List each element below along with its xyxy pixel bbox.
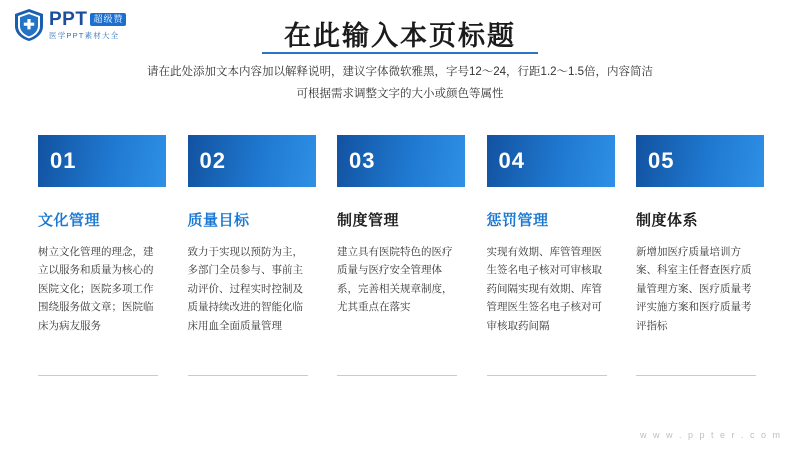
column-rule-05 [636,375,756,376]
column-rule-01 [38,375,158,376]
column-rule-03 [337,375,457,376]
number-badge-03 [337,135,465,187]
column-heading-01: 文化管理 [38,212,101,229]
column-05 [636,135,764,335]
content-columns [38,135,764,335]
column-01 [38,135,166,335]
column-number: 03 [349,148,376,173]
logo-badge: 超级赞 [90,13,126,26]
title-underline [262,52,538,54]
page-subtitle [0,62,800,106]
column-rule-02 [188,375,308,376]
number-badge-04 [487,135,615,187]
column-number: 01 [50,148,77,173]
column-body-05: 新增加医疗质量培训方案、科室主任督查医疗质量管理方案、医疗质量考评实施方案和医疗质量考评指标 [636,246,752,332]
number-badge-02 [188,135,316,187]
column-body-04: 实现有效期、库管管理医生签名电子核对可审核取药间隔实现有效期、库管管理医生签名电子核对可审核取药间隔 [486,246,602,332]
page-title: 在此输入本页标题 [284,21,516,51]
number-badge-05 [636,135,764,187]
column-heading-04: 惩罚管理 [486,212,549,229]
column-04 [487,135,615,335]
watermark: w w w . p p t e r . c o m [639,430,782,440]
column-number: 05 [648,148,675,173]
subtitle-line-1: 请在此处添加文本内容加以解释说明，建议字体微软雅黑，字号12～24，行距1.2～1.5倍，内容简洁 [146,66,654,78]
column-heading-03: 制度管理 [337,212,400,229]
column-body-03: 建立具有医院特色的医疗质量与医疗安全管理体系，完善相关规章制度，尤其重点在落实 [337,246,453,314]
column-body-02: 致力于实现以预防为主，多部门全员参与、事前主动评价、过程实时控制及质量持续改进的智能化临床用血全面质量管理 [187,246,303,332]
subtitle-line-2: 可根据需求调整文字的大小或颜色等属性 [296,87,504,100]
logo-tagline: 医学PPT素材大全 [49,31,120,41]
column-heading-05: 制度体系 [636,212,699,229]
column-02 [188,135,316,335]
column-heading-02: 质量目标 [187,212,250,229]
logo-brand: PPT [49,9,88,31]
column-number: 04 [498,148,525,173]
column-body-01: 树立文化管理的理念，建立以服务和质量为核心的医院文化；医院多项工作围绕服务做文章；医院临床为病友服务 [38,246,154,332]
number-badge-01 [38,135,166,187]
column-rule-04 [487,375,607,376]
column-03 [337,135,465,335]
column-number: 02 [199,148,226,173]
